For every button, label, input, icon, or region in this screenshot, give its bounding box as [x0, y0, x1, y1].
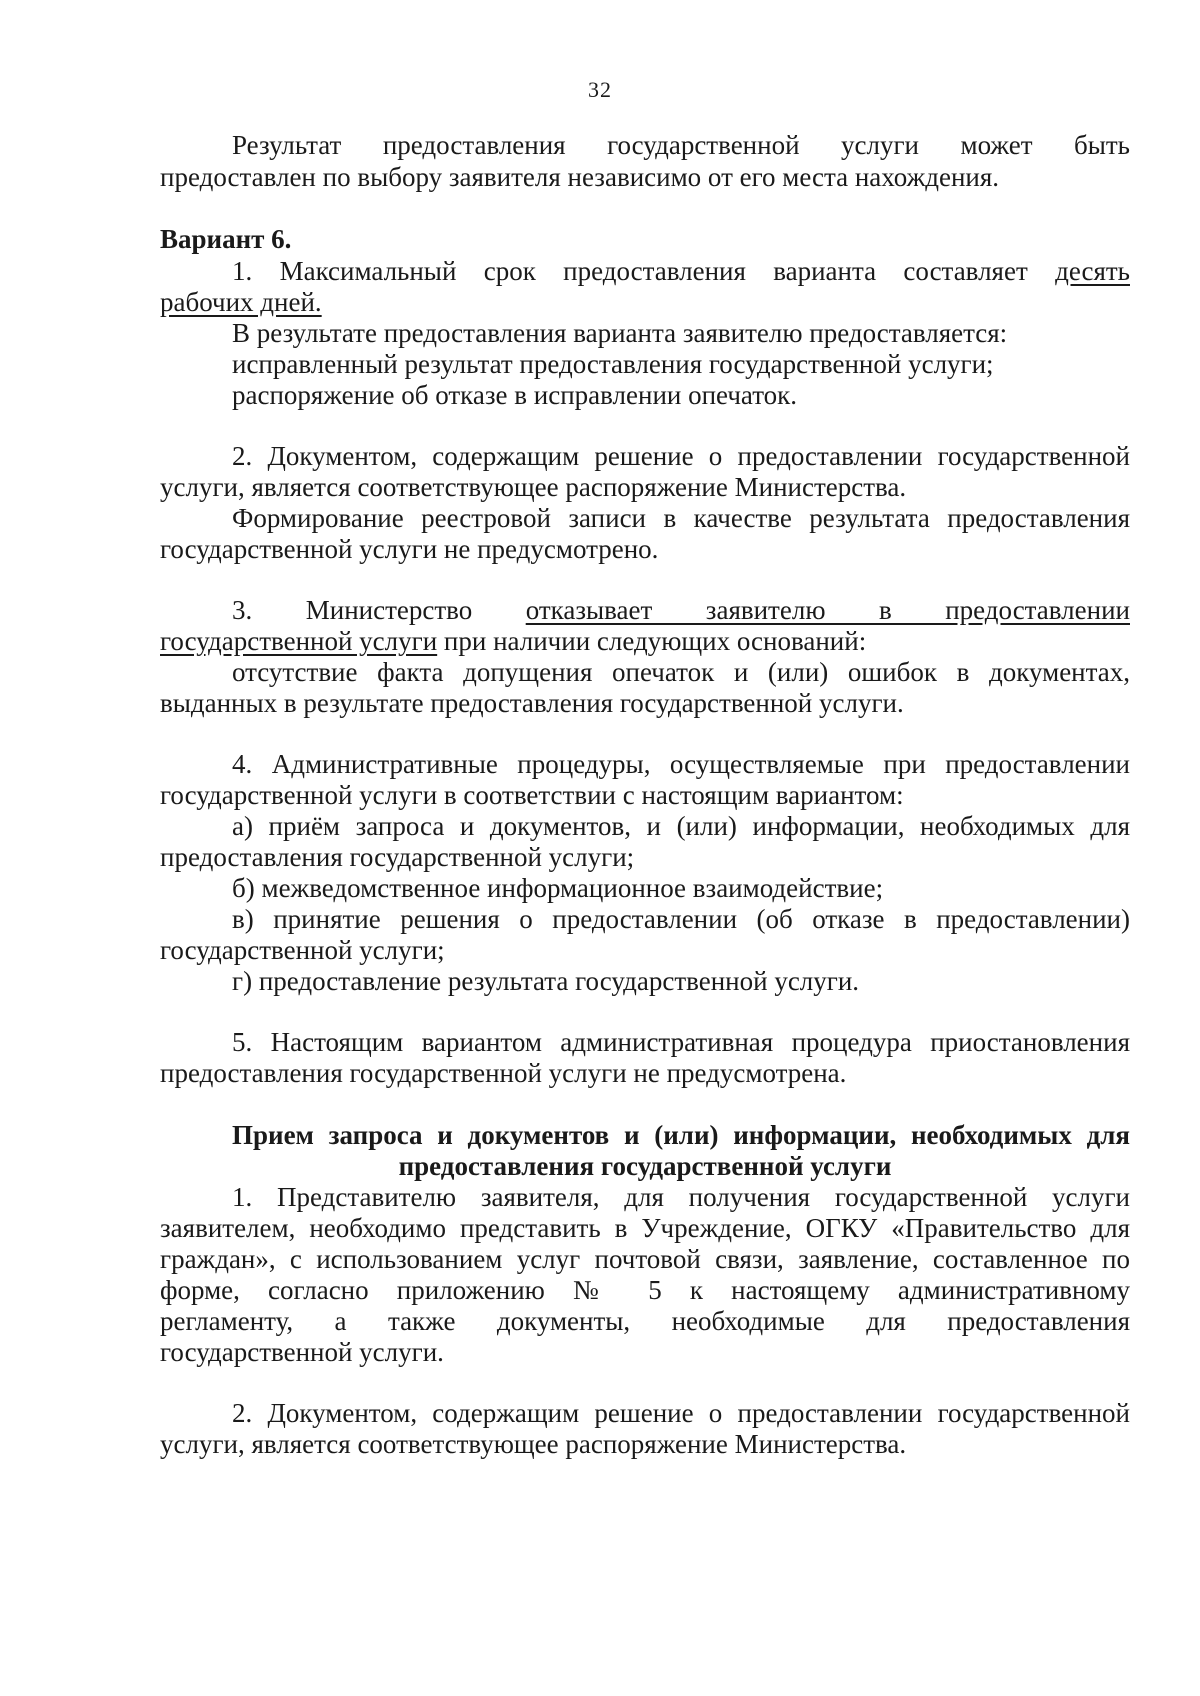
underlined-text: рабочих дней. — [160, 287, 322, 317]
text-line: предоставлен по выбору заявителя независимо от его места нахождения. — [160, 162, 1000, 192]
text-line: а) приём запроса и документов, и (или) информации, необходимых для — [232, 811, 1130, 841]
text-line — [160, 626, 1130, 657]
text-line: 2. Документом, содержащим решение о предоставлении государственной — [232, 441, 1130, 471]
text-line: государственной услуги. — [160, 1337, 444, 1367]
text-line: предоставления государственной услуги не предусмотрена. — [160, 1058, 847, 1088]
text-line: г) предоставление результата государственной услуги. — [232, 966, 860, 996]
text-line: граждан», с использованием услуг почтовой связи, заявление, составленное по — [160, 1244, 1130, 1274]
text-span: при наличии следующих оснований: — [437, 626, 867, 656]
text-line: регламенту, а также документы, необходимые для предоставления — [160, 1306, 1130, 1336]
text-line: 4. Административные процедуры, осуществляемые при предоставлении — [232, 749, 1130, 779]
text-line: В результате предоставления варианта заявителю предоставляется: — [232, 318, 1008, 348]
text-line: б) межведомственное информационное взаимодействие; — [232, 873, 884, 903]
text-line: Формирование реестровой записи в качестве результата предоставления — [232, 503, 1130, 533]
text-span: 1. Максимальный срок предоставления варианта составляет — [232, 256, 1056, 286]
heading-line: предоставления государственной услуги — [398, 1151, 892, 1181]
text-line: 1. Представителю заявителя, для получения государственной услуги — [232, 1182, 1130, 1212]
text-line: услуги, является соответствующее распоряжение Министерства. — [160, 1429, 907, 1459]
text-line: выданных в результате предоставления государственной услуги. — [160, 688, 904, 718]
text-line: государственной услуги в соответствии с настоящим вариантом: — [160, 780, 904, 810]
text-line: заявителем, необходимо представить в Учреждение, ОГКУ «Правительство для — [160, 1213, 1130, 1243]
text-line — [160, 287, 1130, 318]
text-line: отсутствие факта допущения опечаток и (или) ошибок в документах, — [232, 657, 1130, 687]
text-line: 2. Документом, содержащим решение о предоставлении государственной — [232, 1398, 1130, 1428]
text-line: 5. Настоящим вариантом административная процедура приостановления — [232, 1027, 1130, 1057]
text-line: исправленный результат предоставления государственной услуги; — [232, 349, 994, 379]
page-number: 32 — [588, 77, 612, 102]
text-line: предоставления государственной услуги; — [160, 842, 635, 872]
underlined-text: десять — [1055, 256, 1130, 286]
text-line: услуги, является соответствующее распоряжение Министерства. — [160, 472, 907, 502]
underlined-text: государственной услуги — [160, 626, 438, 656]
text-line: в) принятие решения о предоставлении (об отказе в предоставлении) — [232, 904, 1130, 934]
heading-line: Прием запроса и документов и (или) информации, необходимых для — [232, 1120, 1130, 1150]
text-line: государственной услуги; — [160, 935, 445, 965]
text-line: Результат предоставления государственной услуги может быть — [232, 130, 1130, 160]
text-line: государственной услуги не предусмотрено. — [160, 534, 659, 564]
text-line — [232, 595, 1130, 626]
text-line: распоряжение об отказе в исправлении опечаток. — [232, 380, 798, 410]
underlined-text: отказывает заявителю в предоставлении — [525, 595, 1130, 625]
text-line — [232, 256, 1130, 287]
text-line: форме, согласно приложению № 5 к настоящему административному — [160, 1275, 1130, 1305]
variant-heading: Вариант 6. — [160, 224, 292, 254]
text-span: 3. Министерство — [232, 595, 526, 625]
